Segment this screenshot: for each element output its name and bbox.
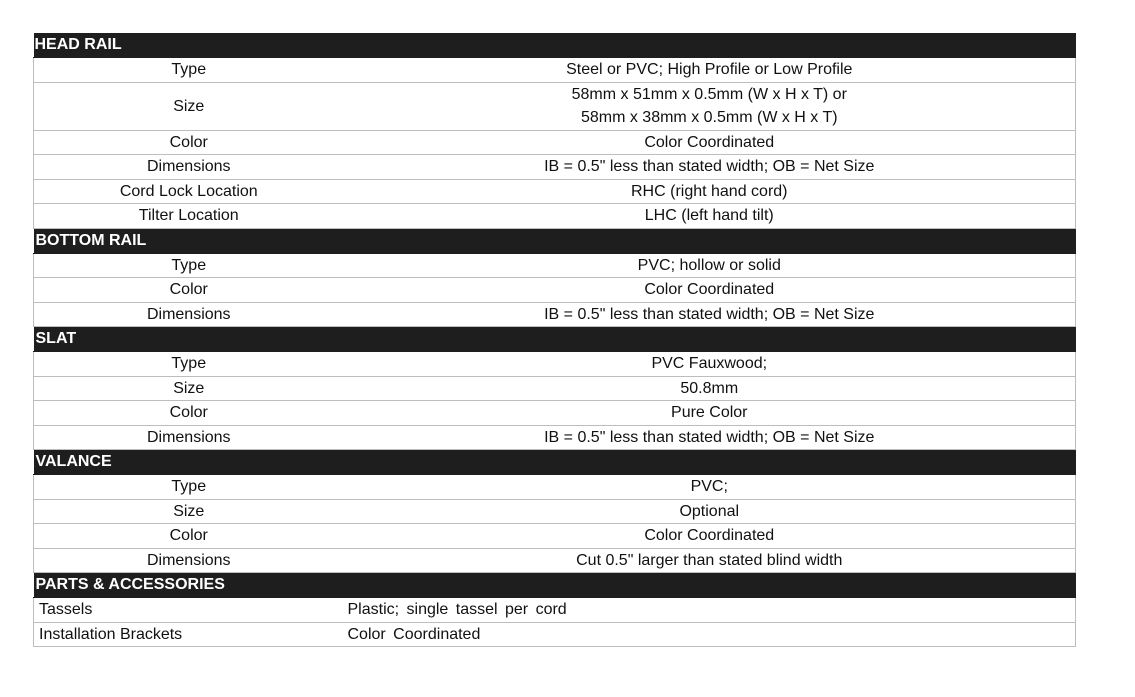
spec-row (34, 499, 1076, 524)
spec-label: Cord Lock Location (34, 179, 344, 204)
spec-label: Tassels (34, 598, 344, 623)
spec-value (344, 401, 1076, 426)
spec-row (34, 179, 1076, 204)
spec-row (34, 58, 1076, 83)
spec-value-line: Color Coordinated (347, 625, 481, 643)
spec-value-line: Color Coordinated (644, 133, 775, 151)
spec-row (34, 475, 1076, 500)
spec-value-line: Steel or PVC; High Profile or Low Profile (566, 61, 853, 79)
spec-value (344, 352, 1076, 377)
spec-value (344, 475, 1076, 500)
spec-label: Dimensions (34, 425, 344, 450)
spec-value-line: LHC (left hand tilt) (644, 207, 774, 225)
spec-value-line: RHC (right hand cord) (631, 182, 788, 200)
spec-value-line: Plastic; single tassel per cord (347, 601, 567, 619)
spec-value-line: Optional (679, 502, 740, 520)
spec-value-line: Color Coordinated (644, 527, 775, 545)
spec-row (34, 82, 1076, 130)
spec-value-line: PVC; (690, 478, 728, 496)
spec-value (344, 130, 1076, 155)
spec-value (344, 253, 1076, 278)
spec-label: Type (34, 352, 344, 377)
spec-label: Dimensions (34, 302, 344, 327)
spec-label: Type (34, 475, 344, 500)
spec-value (344, 82, 1076, 130)
spec-row (34, 548, 1076, 573)
spec-label: Color (34, 524, 344, 549)
spec-value (344, 204, 1076, 229)
spec-table-body (34, 33, 1076, 647)
spec-row (34, 598, 1076, 623)
spec-value (344, 622, 1076, 647)
spec-value (344, 58, 1076, 83)
spec-row (34, 204, 1076, 229)
spec-value-line: PVC Fauxwood; (651, 355, 768, 373)
spec-row (34, 155, 1076, 180)
spec-value (344, 499, 1076, 524)
spec-row (34, 130, 1076, 155)
spec-value-line: Color Coordinated (644, 281, 775, 299)
spec-value (344, 179, 1076, 204)
spec-value (344, 524, 1076, 549)
spec-value-line: PVC; hollow or solid (637, 256, 781, 274)
spec-value-line: 58mm x 38mm x 0.5mm (W x H x T) (580, 109, 838, 126)
spec-value (344, 302, 1076, 327)
spec-value-line: IB = 0.5" less than stated width; OB = Net Size (544, 305, 875, 323)
spec-value-line: 58mm x 51mm x 0.5mm (W x H x T) or (571, 86, 847, 103)
section-title: HEAD RAIL (34, 33, 1076, 58)
spec-label: Tilter Location (34, 204, 344, 229)
spec-row (34, 278, 1076, 303)
spec-row (34, 425, 1076, 450)
section-title: VALANCE (34, 450, 1076, 475)
section-header-parts-accessories (34, 573, 1076, 598)
spec-label: Type (34, 253, 344, 278)
spec-table (33, 33, 1076, 647)
spec-value (344, 425, 1076, 450)
spec-label: Size (34, 82, 344, 130)
spec-label: Color (34, 130, 344, 155)
spec-value (344, 155, 1076, 180)
spec-label: Color (34, 401, 344, 426)
spec-label: Color (34, 278, 344, 303)
spec-value (344, 548, 1076, 573)
spec-label: Size (34, 376, 344, 401)
spec-value (344, 376, 1076, 401)
spec-row (34, 524, 1076, 549)
section-title: PARTS & ACCESSORIES (34, 573, 1076, 598)
spec-value-line: Cut 0.5" larger than stated blind width (576, 551, 843, 569)
spec-row (34, 302, 1076, 327)
spec-value-line: 50.8mm (680, 379, 739, 397)
spec-label: Size (34, 499, 344, 524)
spec-value (344, 278, 1076, 303)
section-header-head-rail (34, 33, 1076, 58)
section-header-bottom-rail (34, 228, 1076, 253)
section-title: BOTTOM RAIL (34, 228, 1076, 253)
section-title: SLAT (34, 327, 1076, 352)
spec-value-line: IB = 0.5" less than stated width; OB = Net Size (544, 158, 875, 176)
spec-label: Dimensions (34, 155, 344, 180)
section-header-slat (34, 327, 1076, 352)
section-header-valance (34, 450, 1076, 475)
spec-row (34, 253, 1076, 278)
spec-value (344, 598, 1076, 623)
spec-label: Dimensions (34, 548, 344, 573)
spec-label: Installation Brackets (34, 622, 344, 647)
spec-label: Type (34, 58, 344, 83)
spec-value-line: IB = 0.5" less than stated width; OB = Net Size (544, 428, 875, 446)
spec-row (34, 401, 1076, 426)
spec-value-line: Pure Color (671, 404, 748, 422)
spec-row (34, 622, 1076, 647)
spec-row (34, 376, 1076, 401)
spec-row (34, 352, 1076, 377)
